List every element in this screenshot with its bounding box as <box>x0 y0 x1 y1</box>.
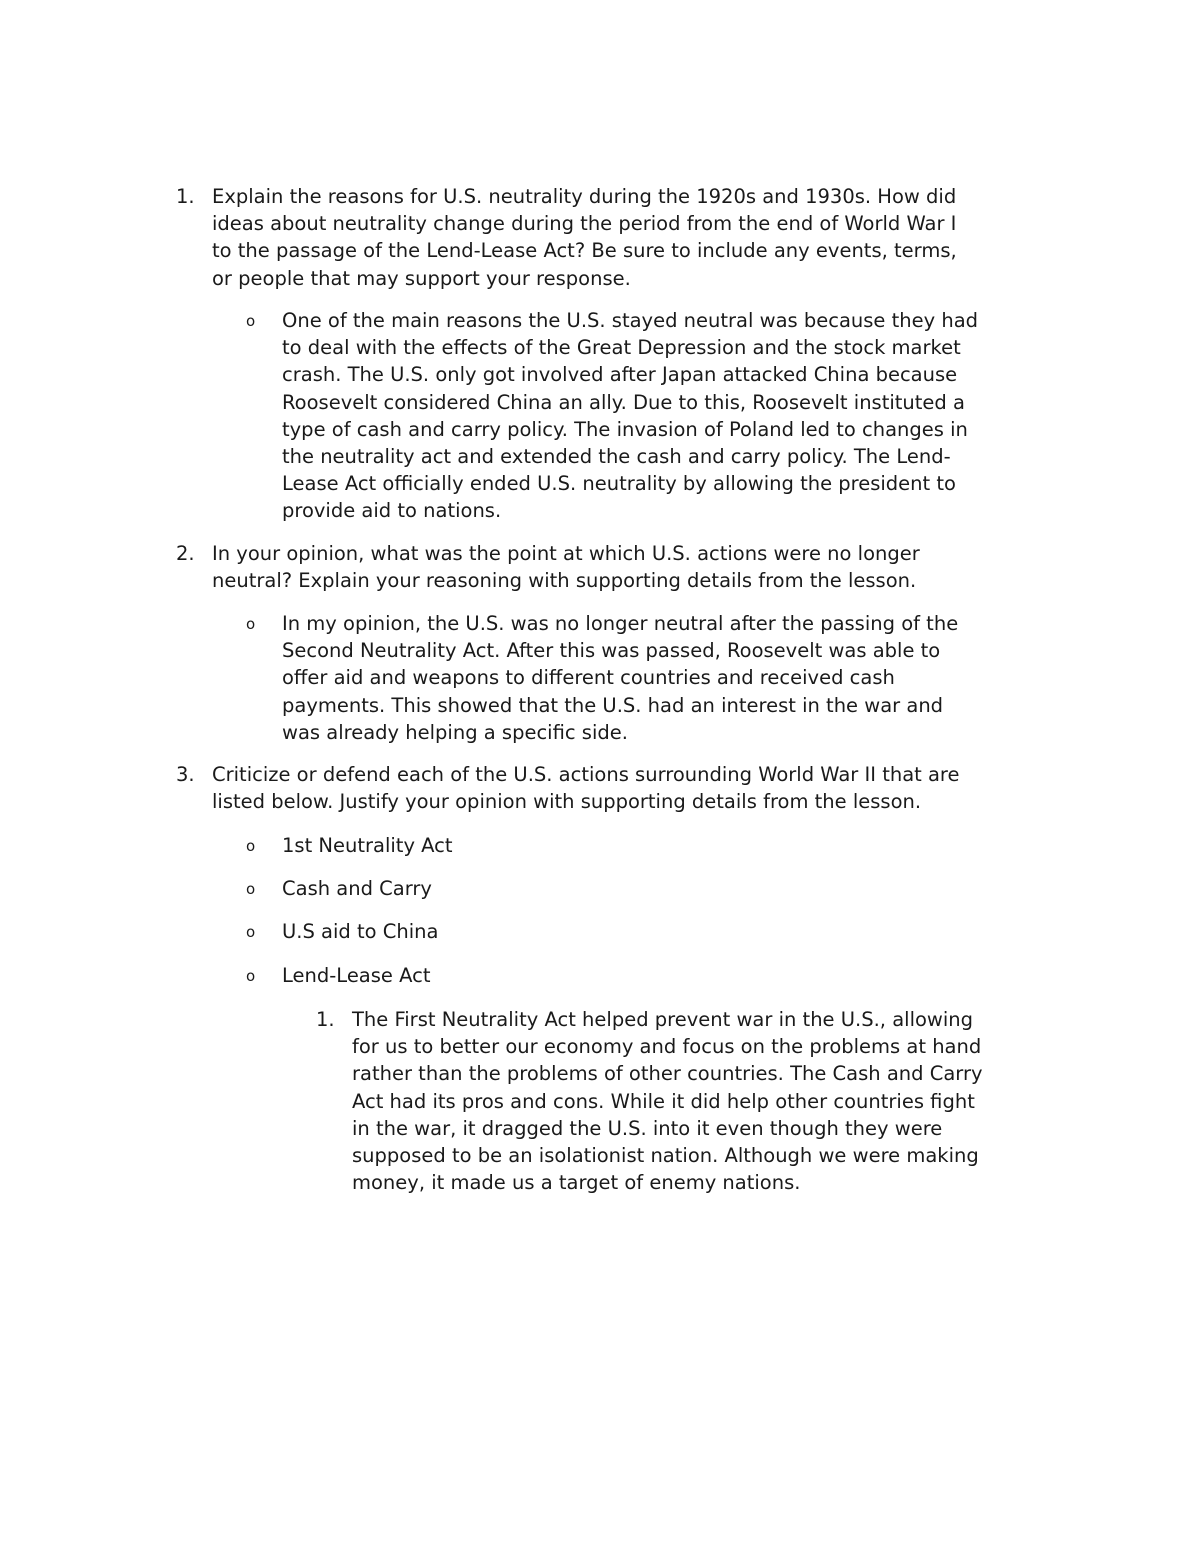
text-line: neutral? Explain your reasoning with supporting details from the lesson. <box>212 569 917 593</box>
question-text <box>212 540 1052 594</box>
list-item <box>246 832 1066 859</box>
text-line: One of the main reasons the U.S. stayed neutral was because they had <box>282 309 979 332</box>
answer-number: 1. <box>316 1008 335 1031</box>
question-number: 1. <box>176 185 195 208</box>
text-line: or people that may support your response. <box>212 266 631 290</box>
bullet-marker: o <box>246 967 256 985</box>
list-item <box>246 875 1066 902</box>
list-item-text: U.S aid to China <box>282 920 439 943</box>
text-line: Roosevelt considered China an ally. Due to this, Roosevelt instituted a <box>282 390 965 414</box>
text-line: Act had its pros and cons. While it did help other countries fight <box>352 1089 975 1113</box>
text-line: money, it made us a target of enemy nations. <box>352 1171 801 1195</box>
text-line: The First Neutrality Act helped prevent war in the U.S., allowing <box>352 1008 974 1031</box>
list-item <box>246 918 1066 945</box>
answer-1 <box>246 307 1066 525</box>
text-line: ideas about neutrality change during the period from the end of World War I <box>212 212 957 236</box>
text-line: listed below. Justify your opinion with supporting details from the lesson. <box>212 790 922 814</box>
text-line: crash. The U.S. only got involved after Japan attacked China because <box>282 363 958 387</box>
question-3 <box>176 761 1056 815</box>
text-line: was already helping a specific side. <box>282 720 628 744</box>
question-2 <box>176 540 1056 594</box>
text-line: Explain the reasons for U.S. neutrality during the 1920s and 1930s. How did <box>212 185 957 208</box>
answer-3 <box>316 1006 1056 1196</box>
bullet-marker: o <box>246 923 256 941</box>
text-line: to the passage of the Lend-Lease Act? Be sure to include any events, terms, <box>212 239 957 263</box>
bullet-marker: o <box>246 880 256 898</box>
answer-text <box>352 1006 1052 1196</box>
text-line: for us to better our economy and focus on the problems at hand <box>352 1035 982 1059</box>
question-number: 3. <box>176 763 195 786</box>
list-item-text: Cash and Carry <box>282 877 432 900</box>
answer-text <box>282 610 1062 746</box>
answer-2 <box>246 610 1066 746</box>
text-line: Second Neutrality Act. After this was passed, Roosevelt was able to <box>282 639 941 663</box>
text-line: In my opinion, the U.S. was no longer neutral after the passing of the <box>282 612 959 635</box>
text-line: type of cash and carry policy. The invasion of Poland led to changes in <box>282 417 968 441</box>
list-item <box>246 962 1066 989</box>
text-line: in the war, it dragged the U.S. into it even though they were <box>352 1116 943 1140</box>
text-line: In your opinion, what was the point at which U.S. actions were no longer <box>212 542 920 565</box>
list-item-text: Lend-Lease Act <box>282 964 431 987</box>
text-line: rather than the problems of other countries. The Cash and Carry <box>352 1062 983 1086</box>
question-1 <box>176 183 1056 292</box>
text-line: Criticize or defend each of the U.S. actions surrounding World War II that are <box>212 763 960 786</box>
text-line: to deal with the effects of the Great Depression and the stock market <box>282 336 961 360</box>
text-line: Lease Act officially ended U.S. neutrality by allowing the president to <box>282 472 956 496</box>
text-line: payments. This showed that the U.S. had an interest in the war and <box>282 693 944 717</box>
list-item-text: 1st Neutrality Act <box>282 834 453 857</box>
text-line: provide aid to nations. <box>282 499 502 523</box>
question-number: 2. <box>176 542 195 565</box>
answer-text <box>282 307 1062 525</box>
text-line: offer aid and weapons to different countries and received cash <box>282 666 895 690</box>
text-line: the neutrality act and extended the cash and carry policy. The Lend- <box>282 445 951 469</box>
question-text <box>212 183 1052 292</box>
bullet-marker: o <box>246 615 256 633</box>
question-text <box>212 761 1052 815</box>
bullet-marker: o <box>246 312 256 330</box>
bullet-marker: o <box>246 837 256 855</box>
text-line: supposed to be an isolationist nation. Although we were making <box>352 1144 979 1168</box>
